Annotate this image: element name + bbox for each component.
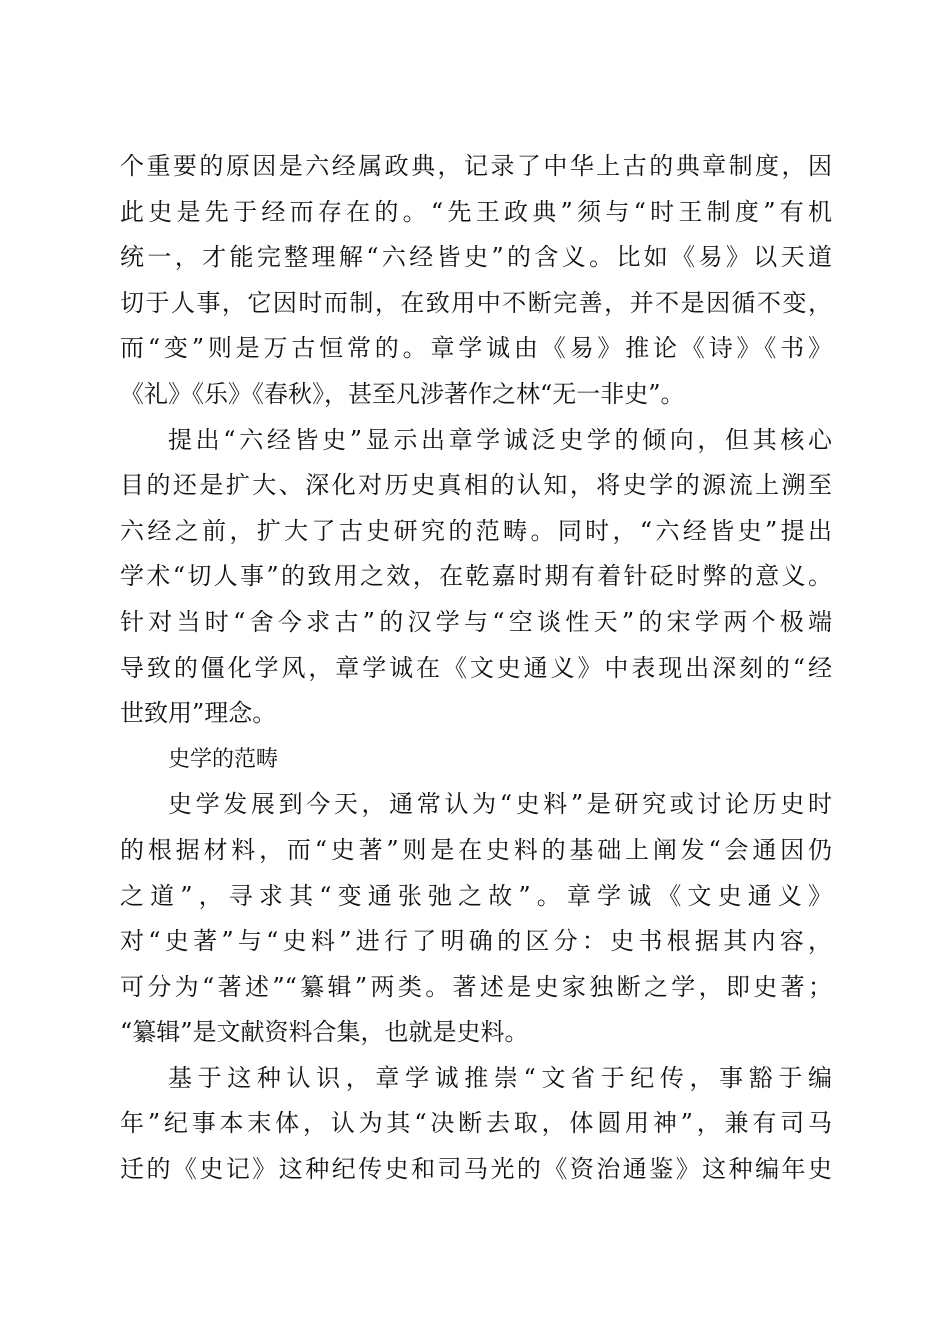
text-line: 提出“六经皆史”显示出章学诚泛史学的倾向，但其核心	[168, 425, 832, 454]
text-line: 《礼》《乐》《春秋》，甚至凡涉著作之林“无一非史”。	[120, 379, 685, 408]
text-line: 六经之前，扩大了古史研究的范畴。同时，“六经皆史”提出	[120, 516, 832, 545]
paragraph	[120, 144, 832, 418]
text-line: 可分为“著述”“纂辑”两类。著述是史家独断之学，即史著；	[120, 972, 832, 1001]
text-line: 年”纪事本末体，认为其“决断去取，体圆用神”，兼有司马	[120, 1109, 832, 1138]
paragraph	[120, 782, 832, 1056]
text-line: 史学发展到今天，通常认为“史料”是研究或讨论历史时	[168, 790, 832, 819]
document-body	[120, 144, 832, 1193]
text-line: 导致的僵化学风，章学诚在《文史通义》中表现出深刻的“经	[120, 653, 832, 682]
text-line: 统一，才能完整理解“六经皆史”的含义。比如《易》以天道	[120, 243, 832, 272]
paragraph	[120, 1056, 832, 1193]
text-line: 的根据材料，而“史著”则是在史料的基础上阐发“会通因仍	[120, 835, 832, 864]
text-line: 目的还是扩大、深化对历史真相的认知，将史学的源流上溯至	[120, 471, 832, 500]
text-line: 此史是先于经而存在的。“先王政典”须与“时王制度”有机	[120, 197, 832, 226]
text-line: 世致用”理念。	[120, 699, 277, 728]
section-heading	[120, 737, 832, 783]
text-line: 之道”，寻求其“变通张弛之故”。章学诚《文史通义》	[120, 881, 832, 910]
text-line: 学术“切人事”的致用之效，在乾嘉时期有着针砭时弊的意义。	[120, 562, 832, 591]
paragraph	[120, 418, 832, 737]
text-line: 对“史著”与“史料”进行了明确的区分：史书根据其内容，	[120, 927, 832, 956]
text-line: “纂辑”是文献资料合集，也就是史料。	[120, 1018, 529, 1047]
text-line: 个重要的原因是六经属政典，记录了中华上古的典章制度，因	[120, 152, 832, 180]
text-line: 切于人事，它因时而制，在致用中不断完善，并不是因循不变，	[120, 288, 832, 317]
text-line: 基于这种认识，章学诚推崇“文省于纪传，事豁于编	[168, 1063, 832, 1092]
text-line: 迁的《史记》这种纪传史和司马光的《资治通鉴》这种编年史	[120, 1155, 832, 1184]
text-line: 针对当时“舍今求古”的汉学与“空谈性天”的宋学两个极端	[120, 607, 832, 636]
heading-text: 史学的范畴	[168, 746, 279, 772]
text-line: 而“变”则是万古恒常的。章学诚由《易》推论《诗》《书》	[120, 334, 832, 363]
